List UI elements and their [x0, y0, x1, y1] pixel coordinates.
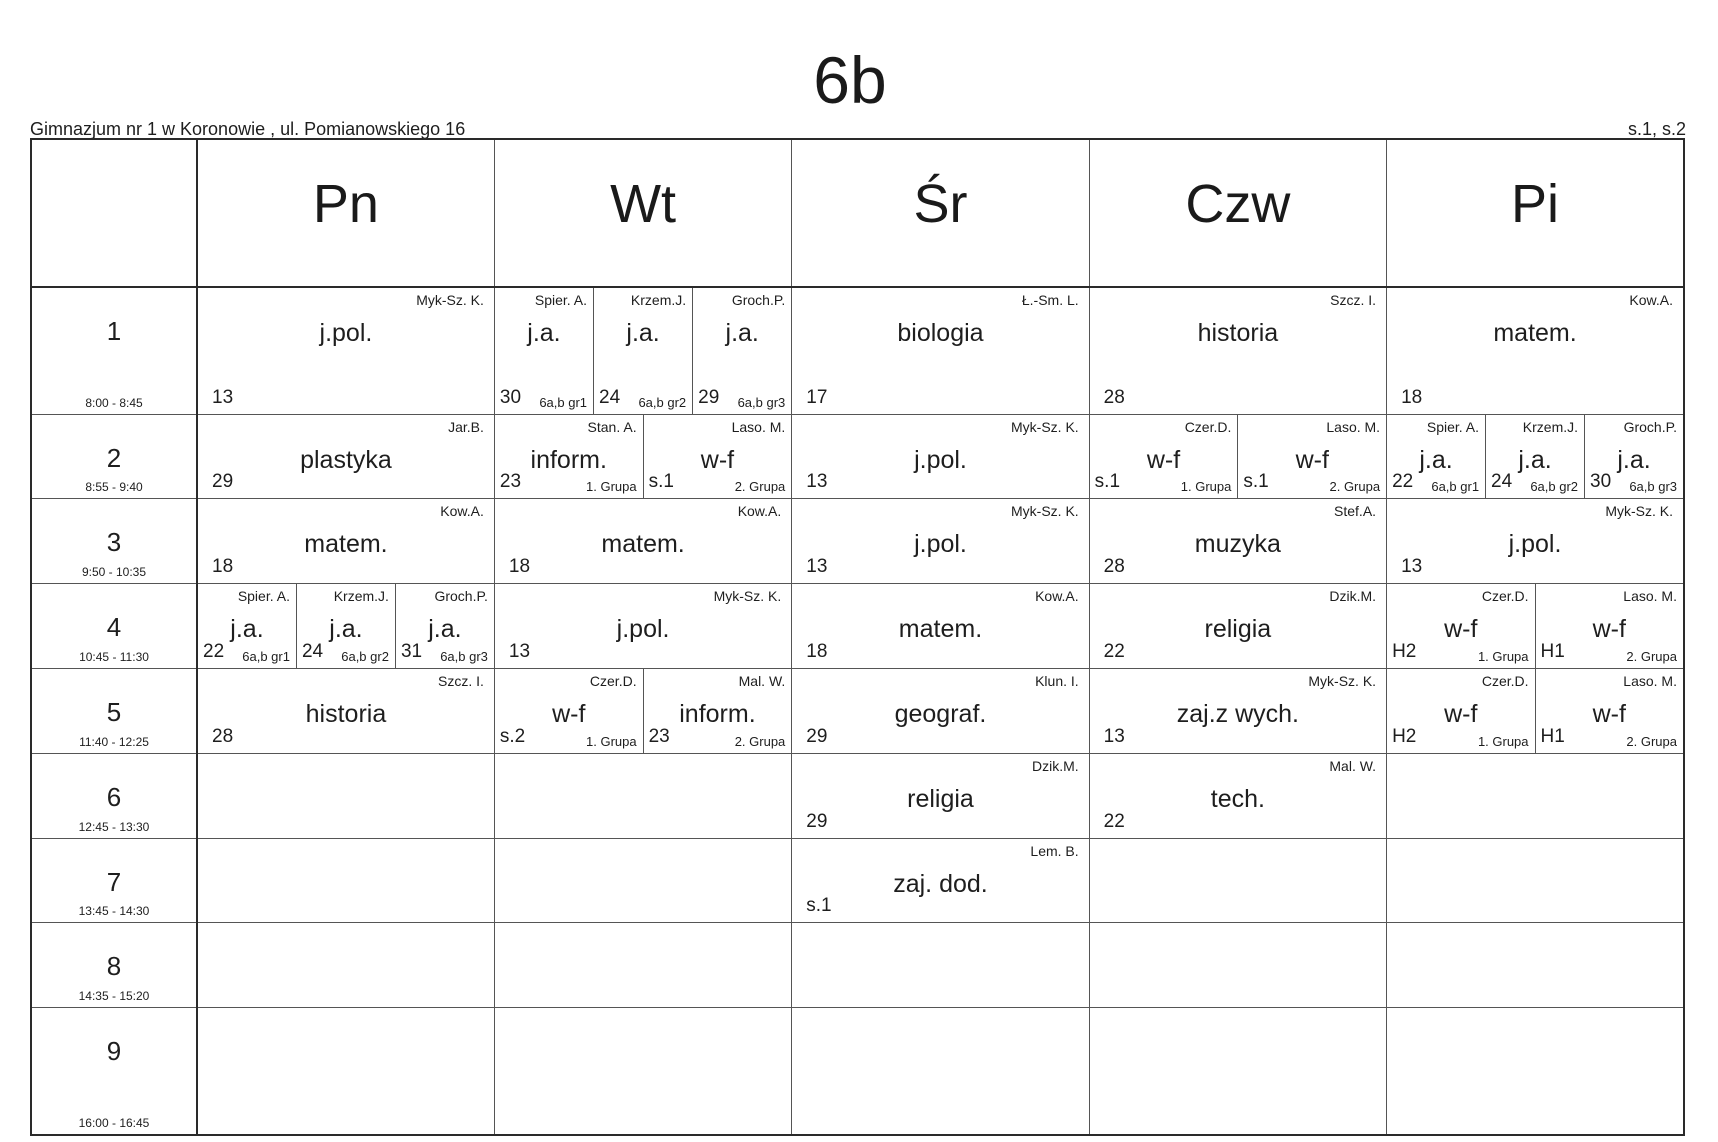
lesson-row: [31, 499, 1684, 584]
lesson-number: 5: [106, 697, 122, 728]
day-header: [1089, 139, 1386, 287]
day-header: [1387, 139, 1684, 287]
teacher-name: Groch.P.: [731, 292, 786, 308]
subject-name: w-f: [700, 445, 735, 474]
subject-name: inform.: [679, 700, 756, 729]
lesson-number-cell: [31, 584, 197, 669]
group-lesson: [1237, 415, 1386, 499]
empty-cell: [792, 923, 1089, 1008]
room-number: 22: [203, 641, 225, 663]
lesson-time: 13:45 - 14:30: [78, 904, 150, 919]
subject-name: plastyka: [300, 445, 392, 474]
day-name: Pn: [312, 174, 379, 234]
subject-name: j.a.: [1518, 445, 1552, 474]
teacher-name: Laso. M.: [731, 418, 786, 435]
day-name: Śr: [913, 174, 968, 234]
subject-name: geograf.: [894, 700, 987, 729]
lesson-number: 2: [106, 442, 122, 473]
subject-name: matem.: [601, 530, 685, 559]
subject-name: biologia: [897, 319, 984, 347]
lesson-cell: [1387, 287, 1684, 414]
subject-name: matem.: [304, 530, 388, 559]
group-label: 6a,b gr1: [1431, 479, 1480, 495]
room-number: 13: [806, 556, 828, 578]
empty-cell: [792, 1008, 1089, 1135]
empty-cell: [1387, 838, 1684, 923]
room-number: 28: [1103, 556, 1125, 578]
group-label: 2. Grupa: [734, 733, 786, 749]
empty-cell: [197, 923, 494, 1008]
group-lesson: [1090, 415, 1238, 499]
room-number: 24: [301, 641, 324, 663]
group-lesson: [1535, 584, 1683, 668]
teacher-name: Myk-Sz. K.: [1011, 418, 1079, 435]
group-lesson: [1535, 669, 1683, 753]
teacher-name: Klun. I.: [1035, 673, 1079, 690]
subject-name: w-f: [1146, 445, 1181, 474]
subject-name: j.pol.: [914, 530, 967, 559]
group-label: 1. Grupa: [586, 479, 637, 495]
room-number: 22: [1103, 641, 1125, 663]
group-label: 2. Grupa: [734, 479, 786, 495]
group-label: 6a,b gr2: [638, 394, 687, 410]
room-number: s.1: [648, 471, 674, 493]
lesson-cell: [1387, 499, 1684, 584]
group-label: 2. Grupa: [1626, 733, 1677, 749]
group-lesson: [593, 288, 692, 414]
lesson-cell: [494, 287, 791, 414]
subject-name: matem.: [898, 615, 983, 644]
room-number: 18: [1401, 386, 1423, 408]
group-lesson: [1387, 415, 1485, 499]
room-number: 28: [212, 725, 234, 747]
subject-name: j.a.: [230, 615, 264, 644]
group-lesson: [495, 415, 643, 499]
room-number: H2: [1392, 725, 1417, 747]
lesson-row: [31, 584, 1684, 669]
teacher-name: Kow.A.: [1035, 588, 1079, 605]
teacher-name: Kow.A.: [737, 503, 782, 520]
subject-name: muzyka: [1194, 530, 1281, 559]
lesson-number: 3: [106, 527, 122, 558]
empty-cell: [197, 753, 494, 838]
day-name: Pi: [1511, 174, 1560, 234]
teacher-name: Mal. W.: [1329, 757, 1377, 774]
lesson-time: 12:45 - 13:30: [78, 819, 150, 834]
group-label: 1. Grupa: [1180, 479, 1232, 495]
empty-cell: [1387, 923, 1684, 1008]
teacher-name: Czer.D.: [589, 673, 637, 690]
empty-cell: [1387, 753, 1684, 838]
room-number: H1: [1540, 641, 1565, 663]
lesson-cell: [1387, 414, 1684, 499]
empty-cell: [494, 753, 791, 838]
group-lesson: [395, 584, 494, 668]
group-lesson: [1387, 669, 1534, 753]
lesson-number-cell: [31, 923, 197, 1008]
room-number: 30: [499, 386, 522, 408]
lesson-row: [31, 923, 1684, 1008]
teacher-name: Myk-Sz. K.: [1308, 673, 1377, 690]
lesson-time: 11:40 - 12:25: [79, 734, 149, 749]
split-lesson: [495, 669, 791, 753]
lesson-cell: [197, 584, 494, 669]
lesson-number-cell: [31, 414, 197, 499]
lesson-cell: [1089, 287, 1386, 414]
lesson-time: 16:00 - 16:45: [78, 1116, 150, 1130]
lesson-cell: [197, 499, 494, 584]
lesson-row: [31, 414, 1684, 499]
lesson-time: 9:50 - 10:35: [81, 565, 147, 580]
group-lesson: [1387, 584, 1534, 668]
room-number: 30: [1590, 471, 1612, 493]
room-number: 18: [508, 556, 531, 578]
room-number: 13: [212, 386, 234, 408]
teacher-name: Myk-Sz. K.: [416, 292, 484, 308]
split-lesson: [495, 288, 791, 414]
room-number: 13: [1401, 556, 1423, 578]
lesson-cell: [792, 753, 1089, 838]
lesson-cell: [197, 287, 494, 414]
group-lesson: [692, 288, 791, 414]
day-name: Wt: [610, 174, 677, 234]
teacher-name: Kow.A.: [1629, 292, 1673, 308]
empty-cell: [197, 1008, 494, 1135]
teacher-name: Spier. A.: [237, 588, 290, 605]
lesson-cell: [197, 669, 494, 754]
lesson-number-cell: [31, 1008, 197, 1135]
lesson-cell: [1387, 584, 1684, 669]
room-number: H1: [1540, 725, 1565, 747]
group-label: 6a,b gr3: [440, 649, 488, 665]
lesson-number-cell: [31, 838, 197, 923]
split-lesson: [1387, 584, 1683, 668]
subject-name: j.a.: [1419, 445, 1453, 474]
teacher-name: Laso. M.: [1623, 673, 1677, 690]
day-header-row: [31, 139, 1684, 287]
lesson-row: [31, 838, 1684, 923]
lesson-cell: [494, 669, 791, 754]
group-label: 2. Grupa: [1329, 479, 1381, 495]
lesson-cell: [494, 414, 791, 499]
subject-name: j.pol.: [1508, 530, 1562, 559]
room-number: s.1: [806, 895, 832, 917]
room-number: 23: [648, 725, 670, 747]
teacher-name: Stan. A.: [587, 418, 637, 435]
room-number: 24: [1491, 471, 1513, 493]
room-number: 13: [1103, 725, 1125, 747]
lesson-cell: [1387, 669, 1684, 754]
room-number: 31: [400, 641, 423, 663]
subject-name: religia: [907, 784, 974, 813]
subject-name: inform.: [530, 445, 607, 474]
subject-name: zaj.z wych.: [1176, 700, 1299, 729]
subject-name: j.a.: [329, 615, 363, 644]
room-number: s.2: [499, 725, 526, 747]
teacher-name: Krzem.J.: [333, 588, 389, 605]
room-number: 29: [698, 386, 720, 408]
lesson-number: 9: [106, 1036, 122, 1067]
room-number: H2: [1392, 641, 1417, 663]
lesson-cell: [792, 838, 1089, 923]
lesson-time: 8:00 - 8:45: [85, 395, 143, 410]
lesson-number: 6: [106, 781, 122, 812]
lesson-row: [31, 287, 1684, 414]
teacher-name: Mal. W.: [738, 673, 786, 690]
lesson-cell: [494, 499, 791, 584]
lesson-cell: [792, 287, 1089, 414]
empty-cell: [197, 838, 494, 923]
lesson-cell: [1089, 414, 1386, 499]
subject-name: j.pol.: [319, 319, 373, 347]
teacher-name: Szcz. I.: [1330, 292, 1377, 308]
room-number: 18: [806, 641, 828, 663]
room-number: 18: [212, 556, 234, 578]
teacher-name: Czer.D.: [1481, 673, 1529, 690]
lesson-cell: [792, 669, 1089, 754]
day-header: [792, 139, 1089, 287]
room-number: 29: [212, 471, 234, 493]
lesson-number-cell: [31, 753, 197, 838]
lesson-number-cell: [31, 499, 197, 584]
teacher-name: Dzik.M.: [1329, 588, 1377, 605]
rooms-note: s.1, s.2: [1627, 119, 1686, 139]
subject-name: w-f: [1444, 615, 1478, 644]
group-label: 1. Grupa: [1477, 733, 1529, 749]
lesson-number: 4: [106, 612, 122, 643]
teacher-name: Jar.B.: [448, 418, 484, 435]
group-lesson: [296, 584, 395, 668]
subject-name: w-f: [1444, 700, 1478, 729]
teacher-name: Myk-Sz. K.: [1011, 503, 1079, 520]
group-lesson: [1485, 415, 1584, 499]
teacher-name: Groch.P.: [434, 588, 488, 605]
teacher-name: Lem. B.: [1030, 842, 1079, 859]
room-number: 24: [599, 386, 621, 408]
teacher-name: Spier. A.: [1426, 418, 1480, 435]
teacher-name: Ł.-Sm. L.: [1021, 292, 1079, 308]
subject-name: j.pol.: [914, 445, 967, 474]
teacher-name: Groch.P.: [1623, 418, 1678, 435]
lesson-number: 1: [106, 316, 122, 346]
class-title: 6b: [813, 43, 887, 117]
group-label: 2. Grupa: [1626, 649, 1677, 665]
subject-name: tech.: [1210, 784, 1265, 813]
room-number: 29: [806, 810, 828, 832]
teacher-name: Laso. M.: [1623, 588, 1677, 605]
lesson-number: 8: [106, 951, 122, 982]
room-number: 29: [806, 725, 828, 747]
subject-name: w-f: [552, 700, 586, 729]
lesson-row: [31, 1008, 1684, 1135]
room-number: 22: [1103, 810, 1125, 832]
room-number: 13: [508, 641, 531, 663]
lesson-time: 14:35 - 15:20: [78, 989, 150, 1004]
empty-cell: [1387, 1008, 1684, 1135]
group-label: 6a,b gr3: [737, 394, 786, 410]
subject-name: j.a.: [428, 615, 462, 644]
subject-name: historia: [305, 700, 387, 729]
subject-name: j.a.: [626, 319, 660, 347]
split-lesson: [1090, 415, 1386, 499]
room-number: 13: [806, 471, 828, 493]
empty-cell: [494, 923, 791, 1008]
teacher-name: Czer.D.: [1481, 588, 1529, 605]
group-label: 6a,b gr2: [1530, 479, 1579, 495]
lesson-number-cell: [31, 287, 197, 414]
empty-cell: [1089, 1008, 1386, 1135]
lesson-cell: [1089, 753, 1386, 838]
lesson-cell: [1089, 669, 1386, 754]
lesson-row: [31, 669, 1684, 754]
lesson-cell: [197, 414, 494, 499]
group-label: 6a,b gr1: [242, 649, 290, 665]
timetable: [30, 138, 1685, 1136]
lesson-time: 8:55 - 9:40: [85, 480, 143, 495]
group-lesson: [198, 584, 296, 668]
lesson-cell: [1089, 499, 1386, 584]
lesson-cell: [792, 584, 1089, 669]
subject-name: j.a.: [1617, 445, 1651, 474]
empty-cell: [494, 1008, 791, 1135]
lesson-number: 7: [106, 866, 122, 897]
group-label: 1. Grupa: [1477, 649, 1529, 665]
teacher-name: Dzik.M.: [1032, 757, 1079, 774]
room-number: 28: [1103, 386, 1125, 408]
teacher-name: Szcz. I.: [437, 673, 484, 690]
subject-name: j.pol.: [616, 615, 670, 644]
lesson-number-cell: [31, 669, 197, 754]
room-number: s.1: [1243, 471, 1269, 493]
teacher-name: Laso. M.: [1326, 418, 1381, 435]
lesson-row: [31, 753, 1684, 838]
teacher-name: Kow.A.: [440, 503, 484, 520]
teacher-name: Myk-Sz. K.: [1605, 503, 1673, 520]
group-lesson: [643, 415, 792, 499]
split-lesson: [495, 415, 791, 499]
room-number: s.1: [1094, 471, 1121, 493]
teacher-name: Krzem.J.: [630, 292, 687, 308]
room-number: 22: [1392, 471, 1414, 493]
subject-name: w-f: [1592, 615, 1626, 644]
group-lesson: [495, 669, 643, 753]
split-lesson: [1387, 669, 1683, 753]
group-label: 6a,b gr2: [341, 649, 389, 665]
school-name: Gimnazjum nr 1 w Koronowie , ul. Pomianowskiego 16: [30, 119, 466, 139]
day-header: [494, 139, 791, 287]
subject-name: matem.: [1493, 319, 1577, 347]
subject-name: w-f: [1295, 445, 1329, 474]
lesson-cell: [494, 584, 791, 669]
empty-cell: [494, 838, 791, 923]
subject-name: j.a.: [725, 319, 759, 347]
lesson-cell: [792, 499, 1089, 584]
group-label: 1. Grupa: [586, 733, 637, 749]
split-lesson: [198, 584, 494, 668]
teacher-name: Stef.A.: [1334, 503, 1377, 520]
lesson-time: 10:45 - 11:30: [79, 650, 149, 665]
group-lesson: [495, 288, 593, 414]
empty-cell: [1089, 838, 1386, 923]
group-lesson: [643, 669, 792, 753]
subject-name: historia: [1197, 319, 1279, 347]
group-label: 6a,b gr3: [1629, 479, 1678, 495]
lesson-cell: [792, 414, 1089, 499]
subject-name: zaj. dod.: [893, 869, 988, 898]
group-label: 6a,b gr1: [539, 394, 588, 410]
subject-name: w-f: [1592, 700, 1626, 729]
teacher-name: Myk-Sz. K.: [713, 588, 782, 605]
split-lesson: [1387, 415, 1683, 499]
group-lesson: [1584, 415, 1683, 499]
teacher-name: Czer.D.: [1184, 418, 1232, 435]
day-name: Czw: [1185, 174, 1291, 234]
day-header: [197, 139, 494, 287]
empty-cell: [1089, 923, 1386, 1008]
lesson-cell: [1089, 584, 1386, 669]
subject-name: j.a.: [527, 319, 561, 347]
room-number: 23: [499, 471, 522, 493]
corner-cell: [31, 139, 197, 287]
teacher-name: Krzem.J.: [1522, 418, 1579, 435]
teacher-name: Spier. A.: [534, 292, 588, 308]
subject-name: religia: [1204, 615, 1272, 644]
room-number: 17: [806, 386, 828, 408]
